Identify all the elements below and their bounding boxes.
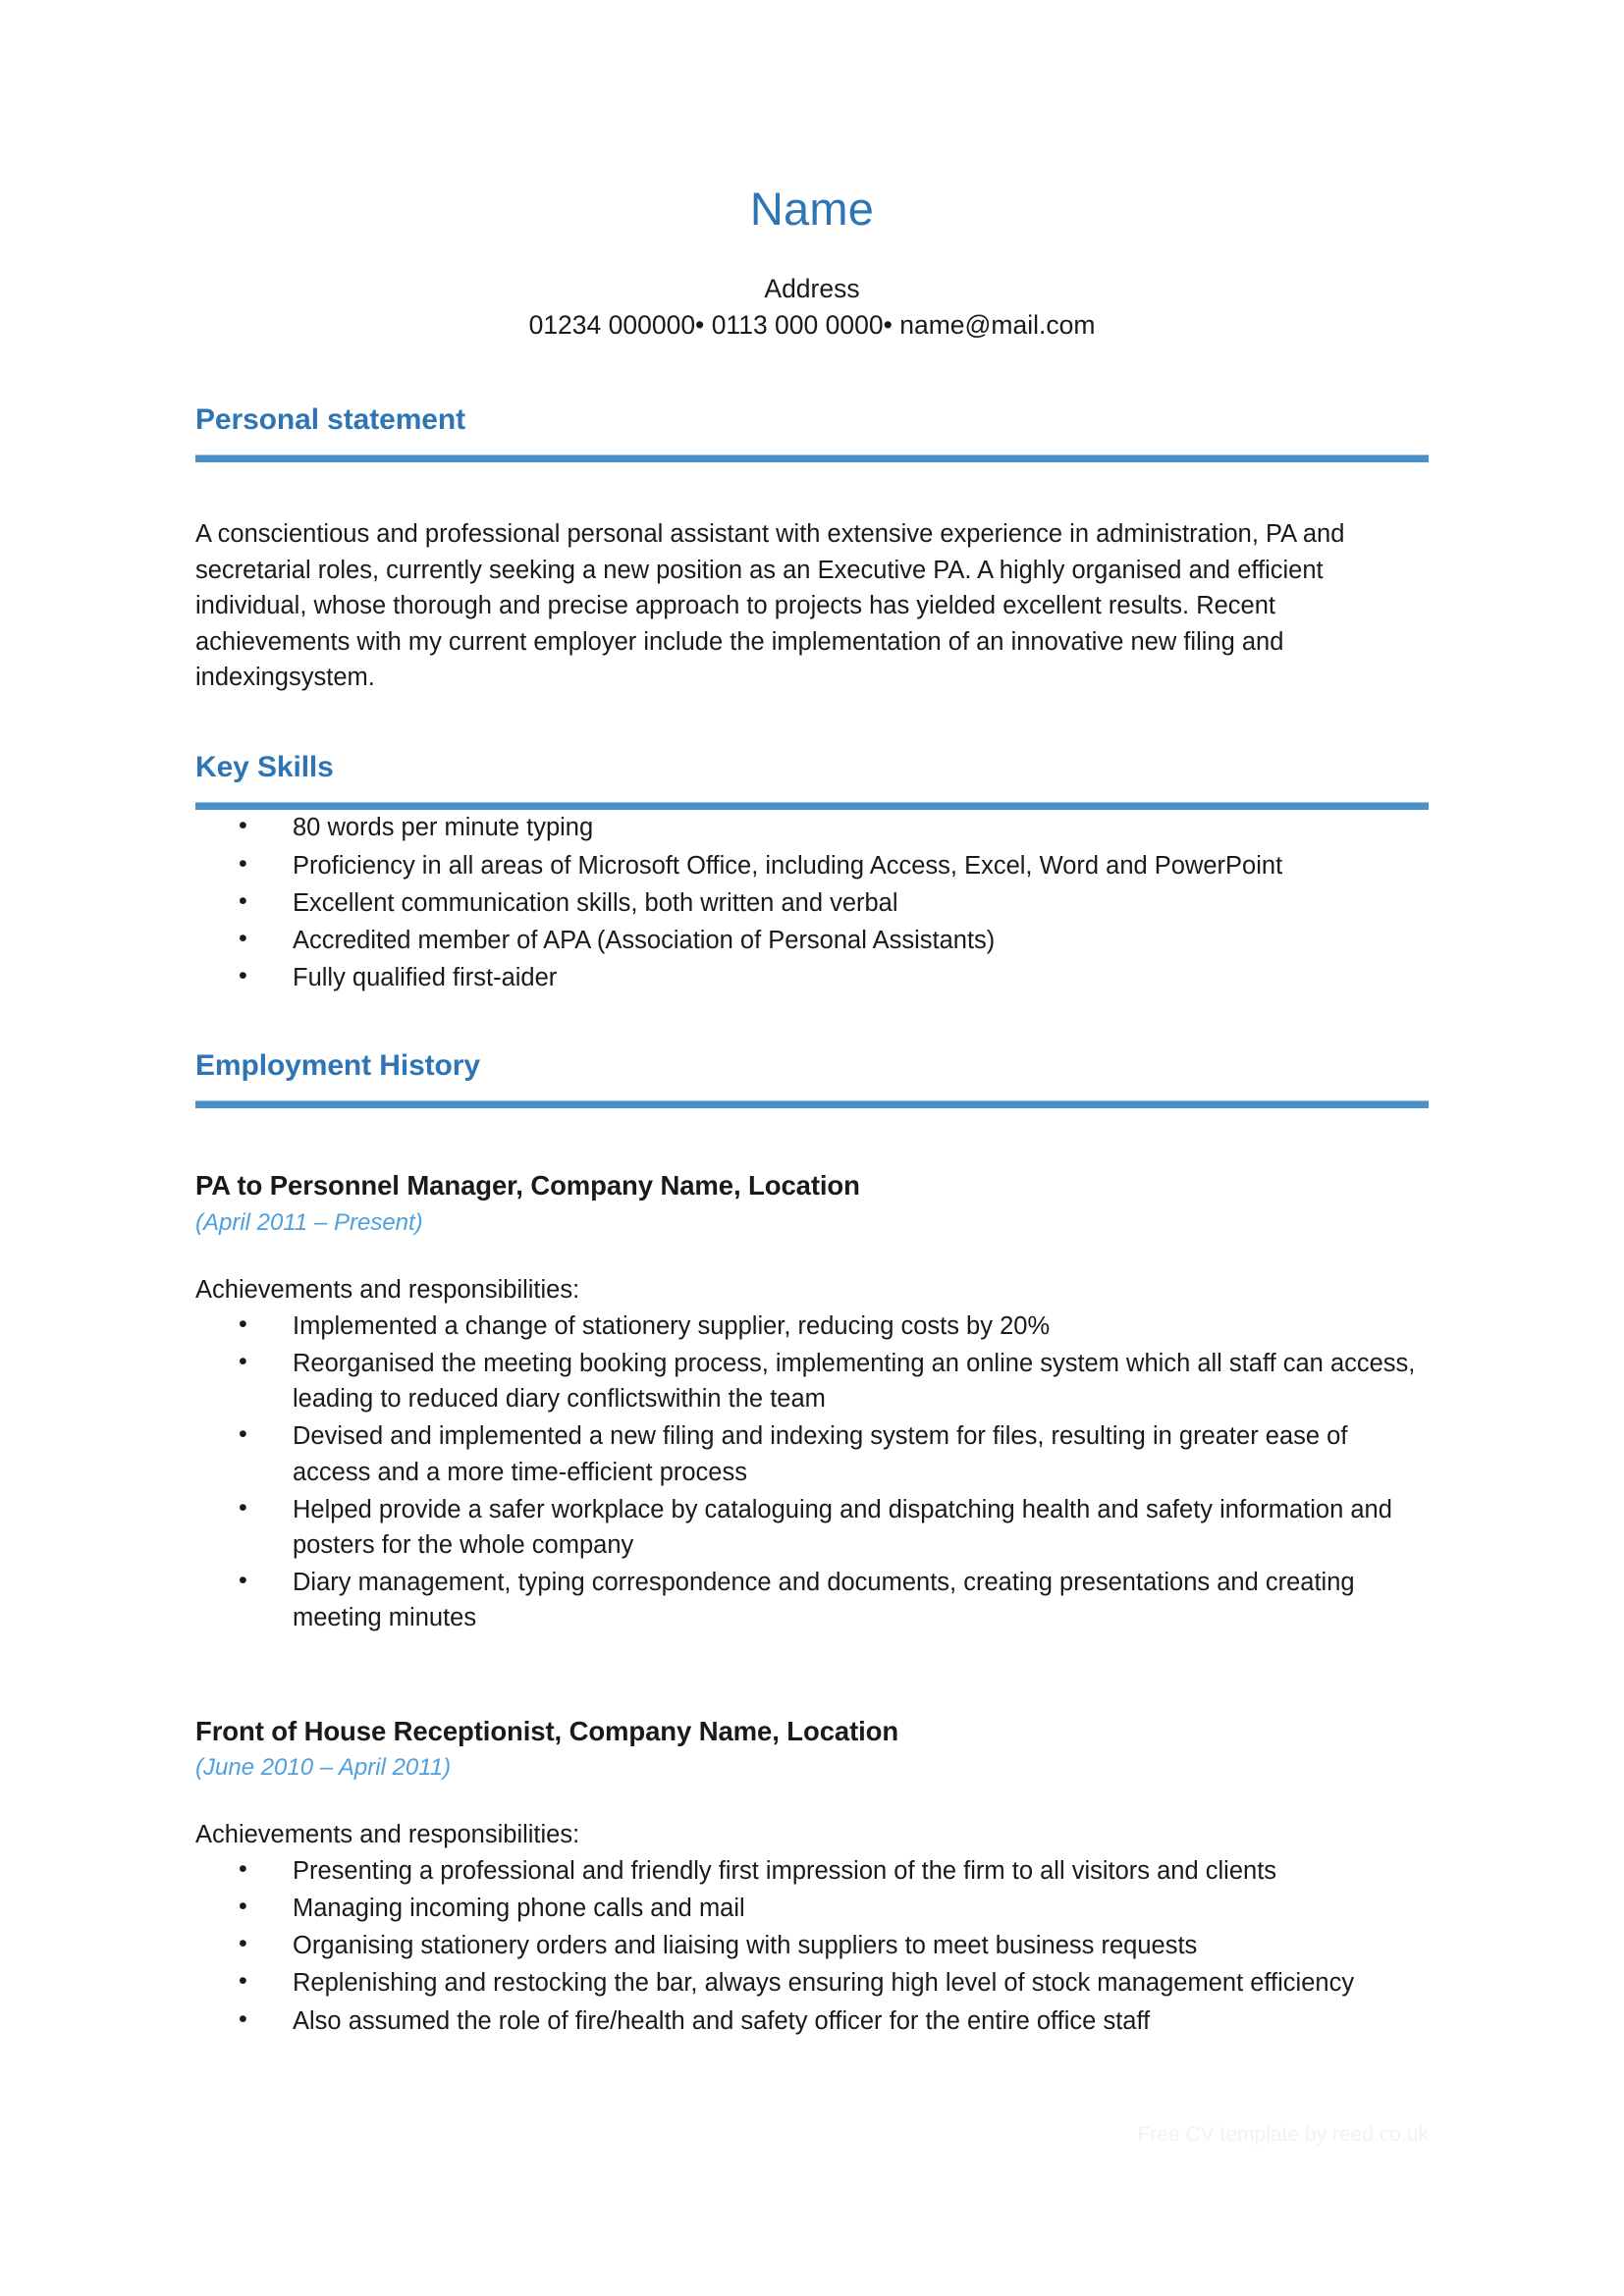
section-heading-key-skills: Key Skills — [195, 751, 334, 784]
list-item: • Accredited member of APA (Association of Personal Assistants) — [195, 923, 1429, 958]
section-heading-employment-history: Employment History — [195, 1049, 480, 1083]
job-responsibilities-list — [195, 1308, 1429, 1636]
section-divider — [195, 454, 1429, 462]
section-divider — [195, 802, 1429, 810]
key-skills-list — [195, 810, 1429, 995]
job-responsibilities-list — [195, 1853, 1429, 2039]
list-item: • Also assumed the role of fire/health and safety officer for the entire office staff — [195, 2003, 1429, 2039]
page-title: Name — [749, 183, 875, 235]
list-item: • Reorganised the meeting booking process, implementing an online system which all staff can access, leading to reduced diary conflictswithin the team — [195, 1346, 1429, 1416]
list-item: • Devised and implemented a new filing and indexing system for files, resulting in greater ease of access and a more time-efficient process — [195, 1418, 1429, 1489]
employment-entry — [195, 1715, 1429, 2039]
list-item: • Fully qualified first-aider — [195, 960, 1429, 995]
footer-credit: Free CV template by reed.co.uk — [1137, 2122, 1429, 2146]
list-item: • Implemented a change of stationery supplier, reducing costs by 20% — [195, 1308, 1429, 1344]
job-dates: (April 2011 – Present) — [195, 1208, 423, 1236]
job-lead-in: Achievements and responsibilities: — [195, 1276, 580, 1305]
section-heading-personal-statement: Personal statement — [195, 403, 465, 437]
section-personal-statement — [195, 402, 1429, 695]
list-item: • 80 words per minute typing — [195, 810, 1429, 845]
list-item: • Helped provide a safer workplace by cataloguing and dispatching health and safety information and posters for the whole company — [195, 1492, 1429, 1563]
section-employment-history — [195, 1048, 1429, 2038]
contact-line: 01234 000000• 0113 000 0000• name@mail.com — [528, 309, 1096, 340]
list-item: • Organising stationery orders and liaising with suppliers to meet business requests — [195, 1928, 1429, 1963]
list-item: • Replenishing and restocking the bar, always ensuring high level of stock management efficiency — [195, 1965, 1429, 2001]
list-item: • Managing incoming phone calls and mail — [195, 1891, 1429, 1926]
employment-entry — [195, 1169, 1429, 1635]
list-item: • Presenting a professional and friendly first impression of the firm to all visitors and clients — [195, 1853, 1429, 1889]
section-key-skills — [195, 750, 1429, 995]
cv-header — [195, 0, 1429, 343]
list-item: • Proficiency in all areas of Microsoft Office, including Access, Excel, Word and PowerPoint — [195, 848, 1429, 883]
job-lead-in: Achievements and responsibilities: — [195, 1821, 580, 1849]
personal-statement-body: A conscientious and professional personal assistant with extensive experience in administration, PA and secretarial roles, currently seeking a new position as an Executive PA. A highly organised and efficient individual, whose thorough and precise approach to projects has yielded excellent results. Recent achievements with my current employer include the implementation of an innovative new filing and indexingsystem. — [195, 520, 1345, 691]
section-divider — [195, 1100, 1429, 1108]
address-line: Address — [764, 274, 860, 304]
job-title: PA to Personnel Manager, Company Name, Location — [195, 1170, 860, 1201]
list-item: • Diary management, typing correspondence and documents, creating presentations and creating meeting minutes — [195, 1565, 1429, 1635]
job-title: Front of House Receptionist, Company Name, Location — [195, 1715, 899, 1746]
job-dates: (June 2010 – April 2011) — [195, 1753, 452, 1781]
list-item: • Excellent communication skills, both written and verbal — [195, 885, 1429, 921]
